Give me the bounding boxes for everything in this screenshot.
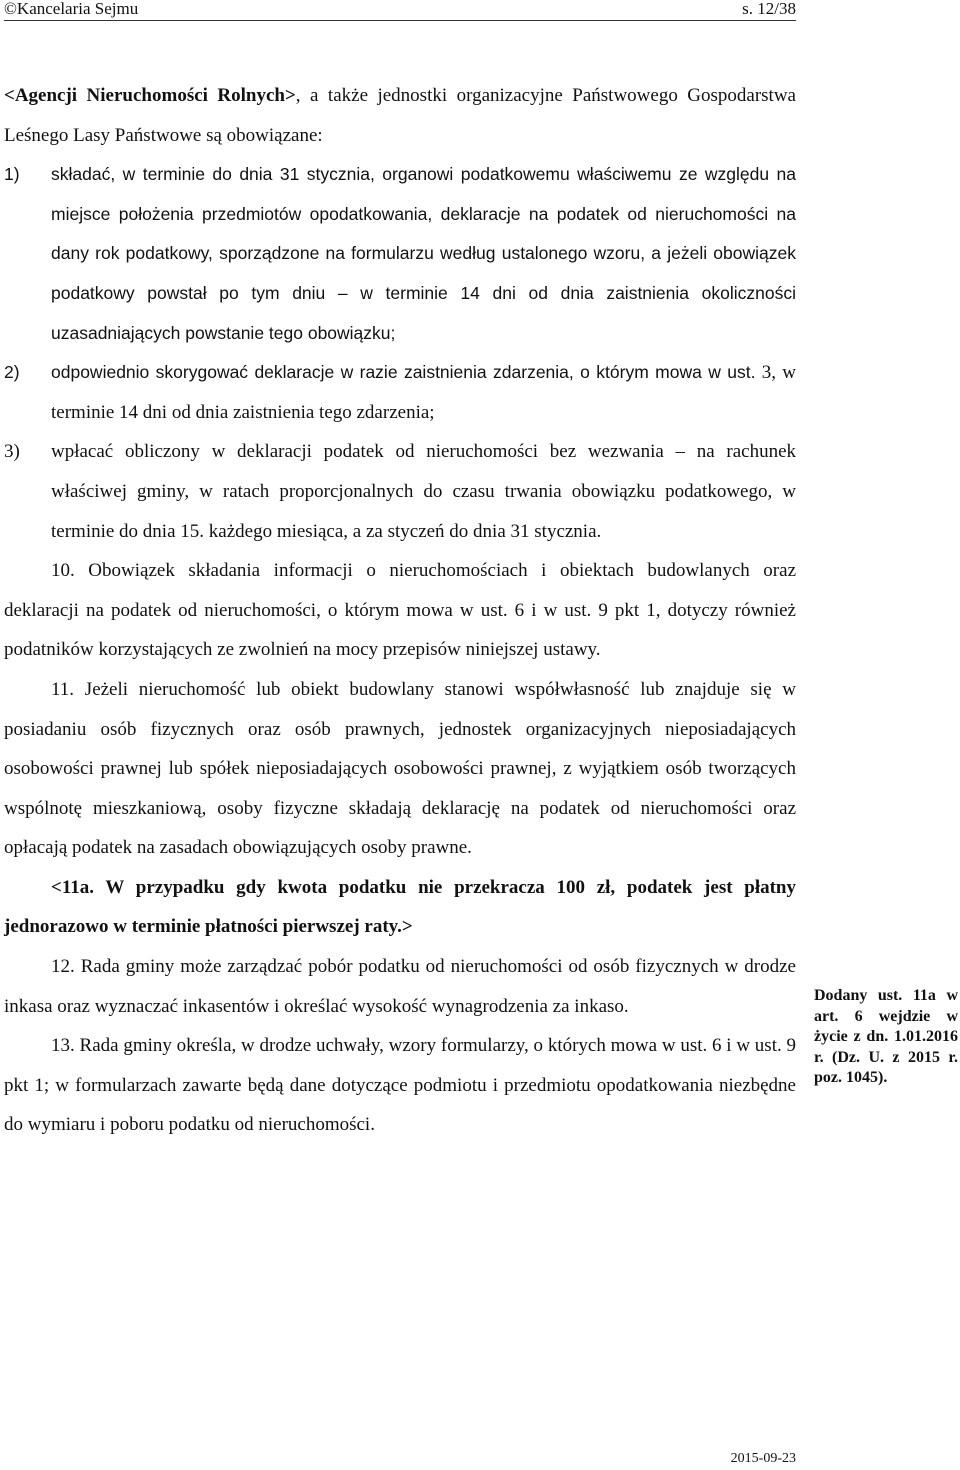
list-item-number: 2)	[4, 362, 20, 383]
list-item-text: składać, w terminie do dnia 31 stycznia, organowi podatkowemu właściwemu ze względu na miejsce położenia przedmiotów opodatkowania, deklaracje na podatek od nieruchomości na dany rok podatkowy, sporządzone na formularzu według ustalonego wzoru, a jeżeli obowiązek podatkowy powstał po tym dniu – w terminie 14 dni od dnia zaistnienia okoliczności uzasadniających powstanie tego obowiązku;	[51, 164, 796, 343]
list-item-text-serif: 3, w terminie 14 dni od dnia zaistnienia tego zdarzenia;	[51, 362, 796, 423]
intro-paragraph	[4, 76, 796, 155]
paragraph-13: 13. Rada gminy określa, w drodze uchwały, wzory formularzy, o których mowa w ust. 6 i w ust. 9 pkt 1; w formularzach zawarte będą dane dotyczące podmiotu i przedmiotu opodatkowania niezbędne do wymiaru i poboru podatku od nieruchomości.	[4, 1035, 796, 1136]
page-header	[4, 0, 796, 20]
list-item-number: 3)	[4, 441, 20, 463]
paragraph-11: 11. Jeżeli nieruchomość lub obiekt budowlany stanowi współwłasność lub znajduje się w posiadaniu osób fizycznych oraz osób prawnych, jednostek organizacyjnych nieposiadających osobowości prawnej lub spółek nieposiadających osobowości prawnej, z wyjątkiem osób tworzących wspólnotę mieszkaniową, osoby fizyczne składają deklarację na podatek od nieruchomości oraz opłacają podatek na zasadach obowiązujących osoby prawne.	[4, 678, 796, 859]
paragraph-11a: <11a. W przypadku gdy kwota podatku nie przekracza 100 zł, podatek jest płatny jednorazowo w terminie płatności pierwszej raty.>	[4, 876, 796, 938]
document-body	[4, 76, 796, 1145]
paragraph-10: 10. Obowiązek składania informacji o nieruchomościach i obiektach budowlanych oraz deklaracji na podatek od nieruchomości, o którym mowa w ust. 6 i w ust. 9 pkt 1, dotyczy również podatników korzystających ze zwolnień na mocy przepisów niniejszej ustawy.	[4, 560, 796, 661]
page-number: s. 12/38	[742, 0, 796, 18]
list-item-3	[4, 432, 796, 551]
intro-bold-text: <Agencji Nieruchomości Rolnych>	[4, 85, 296, 106]
footer-date: 2015-09-23	[730, 1451, 796, 1466]
list-item-1	[4, 155, 796, 353]
header-source: ©Kancelaria Sejmu	[4, 0, 139, 18]
header-divider	[4, 20, 796, 21]
margin-note: Dodany ust. 11a w art. 6 wejdzie w życie z dn. 1.01.2016 r. (Dz. U. z 2015 r. poz. 1045).	[814, 987, 958, 1086]
intro-text: , a także jednostki organizacyjne Państwowego Gospodarstwa Leśnego Lasy Państwowe są obowiązane:	[4, 85, 796, 146]
list-item-2	[4, 353, 796, 432]
list-item-number: 1)	[4, 164, 20, 185]
list-item-text: wpłacać obliczony w deklaracji podatek od nieruchomości bez wezwania – na rachunek właściwej gminy, w ratach proporcjonalnych do czasu trwania obowiązku podatkowego, w terminie do dnia 15. każdego miesiąca, a za styczeń do dnia 31 stycznia.	[51, 441, 796, 542]
paragraph-12: 12. Rada gminy może zarządzać pobór podatku od nieruchomości od osób fizycznych w drodze inkasa oraz wyznaczać inkasentów i określać wysokość wynagrodzenia za inkaso.	[4, 956, 796, 1017]
list-item-text-sans: odpowiednio skorygować deklaracje w razie zaistnienia zdarzenia, o którym mowa w ust.	[51, 362, 756, 383]
